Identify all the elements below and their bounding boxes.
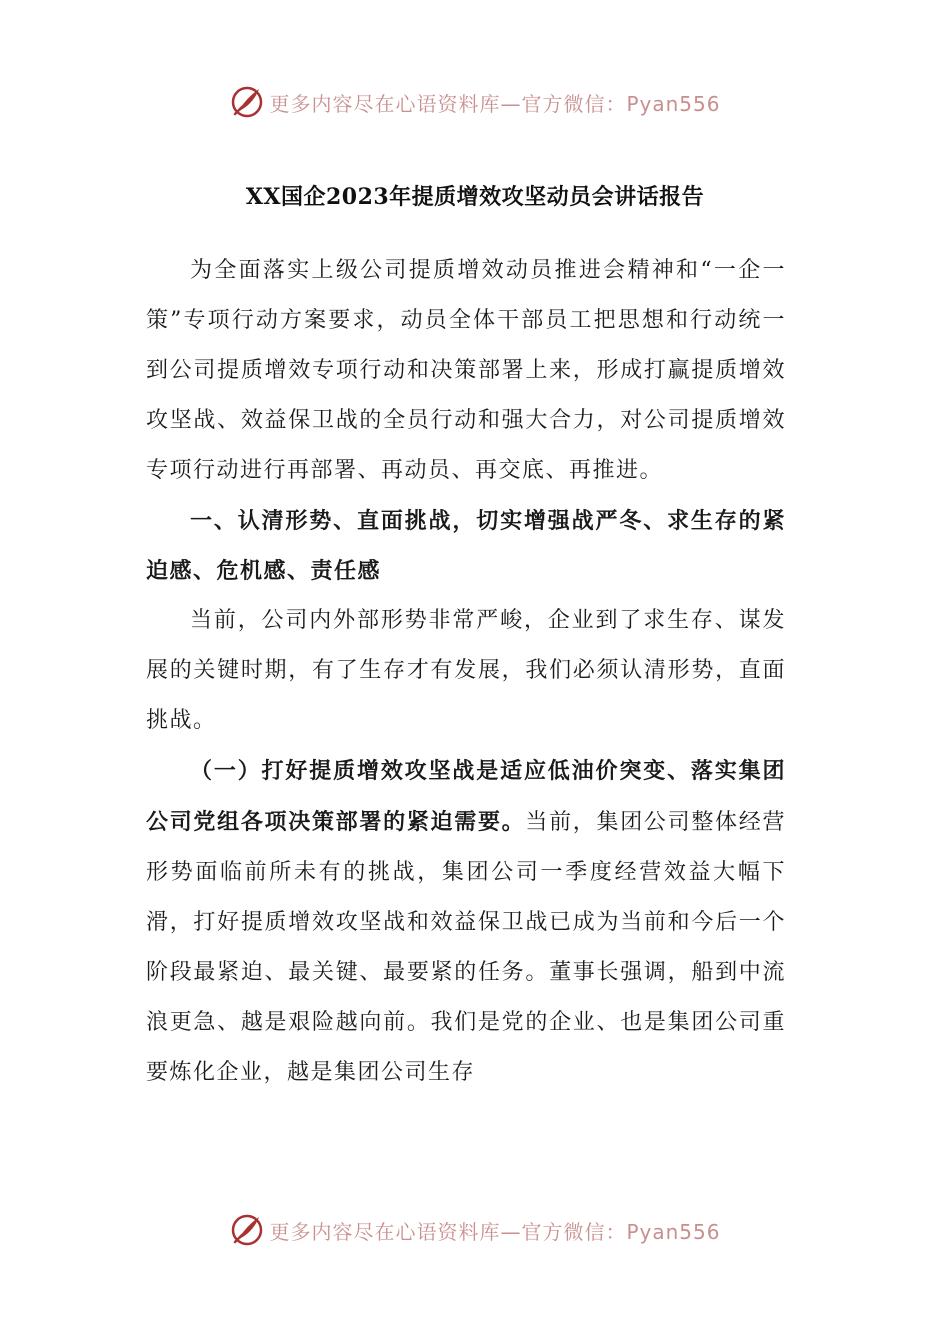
- document-body: [146, 246, 786, 1098]
- intro-paragraph: 为全面落实上级公司提质增效动员推进会精神和“一企一策”专项行动方案要求，动员全体干部员工把思想和行动统一到公司提质增效专项行动和决策部署上来，形成打赢提质增效攻坚战、效益保卫战的全员行动和强大合力，对公司提质增效专项行动进行再部署、再动员、再交底、再推进。: [146, 258, 786, 483]
- watermark-text: 更多内容尽在心语资料库—官方微信：Pyan556: [269, 1219, 721, 1244]
- subsection-heading: （一）打好提质增效攻坚战是适应低油价突变、落实集团公司党组各项决策部署的紧迫需要。: [146, 758, 786, 835]
- subsection-text: 当前，集团公司整体经营形势面临前所未有的挑战，集团公司一季度经营效益大幅下滑，打好提质增效攻坚战和效益保卫战已成为当前和今后一个阶段最紧迫、最关键、最要紧的任务。董事长强调，船到中流浪更急、越是艰险越向前。我们是党的企业、也是集团公司重要炼化企业，越是集团公司生存: [146, 810, 786, 1085]
- quill-logo-icon: [229, 84, 265, 120]
- quill-logo-icon: [229, 1212, 265, 1248]
- watermark-text: 更多内容尽在心语资料库—官方微信：Pyan556: [269, 91, 721, 116]
- document-title: XX国企2023年提质增效攻坚动员会讲话报告: [245, 184, 705, 210]
- subsection-paragraph: [146, 746, 786, 1098]
- header-watermark: [0, 80, 950, 124]
- footer-watermark: [0, 1208, 950, 1252]
- section-heading: 一、认清形势、直面挑战，切实增强战严冬、求生存的紧迫感、危机感、责任感: [146, 508, 786, 584]
- section-paragraph: 当前，公司内外部形势非常严峻，企业到了求生存、谋发展的关键时期，有了生存才有发展，我们必须认清形势，直面挑战。: [146, 608, 786, 733]
